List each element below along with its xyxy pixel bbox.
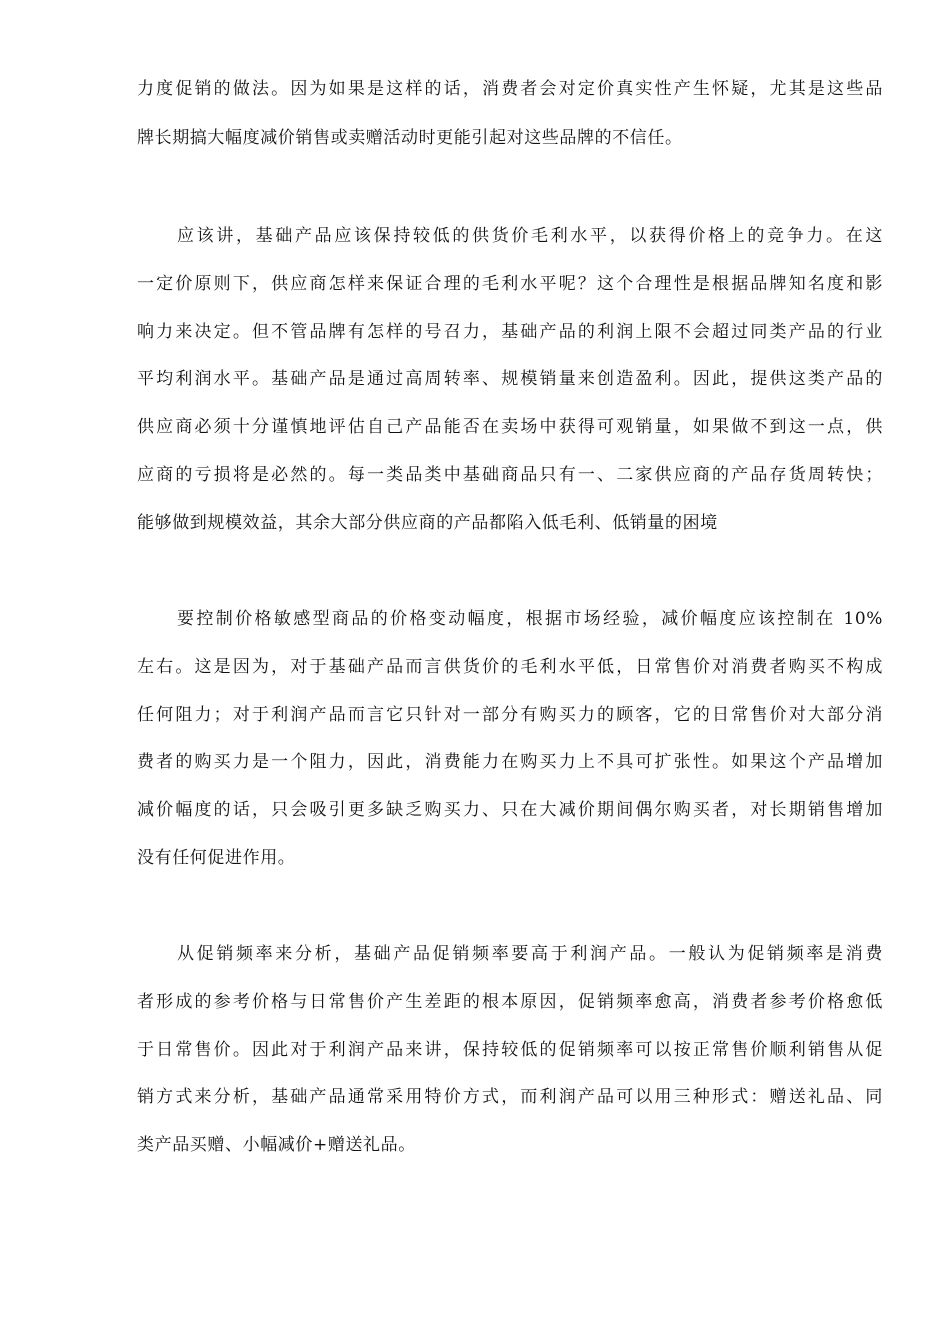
paragraph-4-line-2: 者形成的参考价格与日常售价产生差距的根本原因，促销频率愈高，消费者参考价格愈低 xyxy=(137,992,883,1012)
paragraph-3-line-4: 费者的购买力是一个阻力，因此，消费能力在购买力上不具可扩张性。如果这个产品增加 xyxy=(137,752,883,772)
paragraph-2-line-4: 平均利润水平。基础产品是通过高周转率、规模销量来创造盈利。因此，提供这类产品的 xyxy=(137,369,883,389)
paragraph-2-line-6: 应商的亏损将是必然的。每一类品类中基础商品只有一、二家供应商的产品存货周转快； xyxy=(137,465,883,485)
paragraph-1-line-1: 力度促销的做法。因为如果是这样的话，消费者会对定价真实性产生怀疑，尤其是这些品 xyxy=(137,79,883,99)
paragraph-3-line-3: 任何阻力；对于利润产品而言它只针对一部分有购买力的顾客，它的日常售价对大部分消 xyxy=(137,705,883,725)
paragraph-3-line-5: 减价幅度的话，只会吸引更多缺乏购买力、只在大减价期间偶尔购买者，对长期销售增加 xyxy=(137,800,883,820)
paragraph-2-line-2: 一定价原则下，供应商怎样来保证合理的毛利水平呢？这个合理性是根据品牌知名度和影 xyxy=(137,274,883,294)
paragraph-4-line-5: 类产品买赠、小幅减价+赠送礼品。 xyxy=(137,1135,416,1155)
paragraph-2-line-5: 供应商必须十分谨慎地评估自己产品能否在卖场中获得可观销量，如果做不到这一点，供 xyxy=(137,417,883,437)
paragraph-3-line-1: 要控制价格敏感型商品的价格变动幅度，根据市场经验，减价幅度应该控制在 10% xyxy=(177,609,883,629)
paragraph-4-line-1: 从促销频率来分析，基础产品促销频率要高于利润产品。一般认为促销频率是消费 xyxy=(177,944,883,964)
paragraph-3-line-6: 没有任何促进作用。 xyxy=(137,848,296,868)
paragraph-2-line-3: 响力来决定。但不管品牌有怎样的号召力，基础产品的利润上限不会超过同类产品的行业 xyxy=(137,322,883,342)
paragraph-3-line-2: 左右。这是因为，对于基础产品而言供货价的毛利水平低，日常售价对消费者购买不构成 xyxy=(137,657,883,677)
paragraph-2-line-7: 能够做到规模效益，其余大部分供应商的产品都陷入低毛利、低销量的困境 xyxy=(137,513,718,533)
paragraph-4-line-3: 于日常售价。因此对于利润产品来讲，保持较低的促销频率可以按正常售价顺利销售从促 xyxy=(137,1040,883,1060)
paragraph-1-line-2: 牌长期搞大幅度减价销售或卖赠活动时更能引起对这些品牌的不信任。 xyxy=(137,128,683,148)
paragraph-2-line-1: 应该讲，基础产品应该保持较低的供货价毛利水平，以获得价格上的竞争力。在这 xyxy=(177,226,883,246)
paragraph-4-line-4: 销方式来分析，基础产品通常采用特价方式，而利润产品可以用三种形式：赠送礼品、同 xyxy=(137,1087,883,1107)
